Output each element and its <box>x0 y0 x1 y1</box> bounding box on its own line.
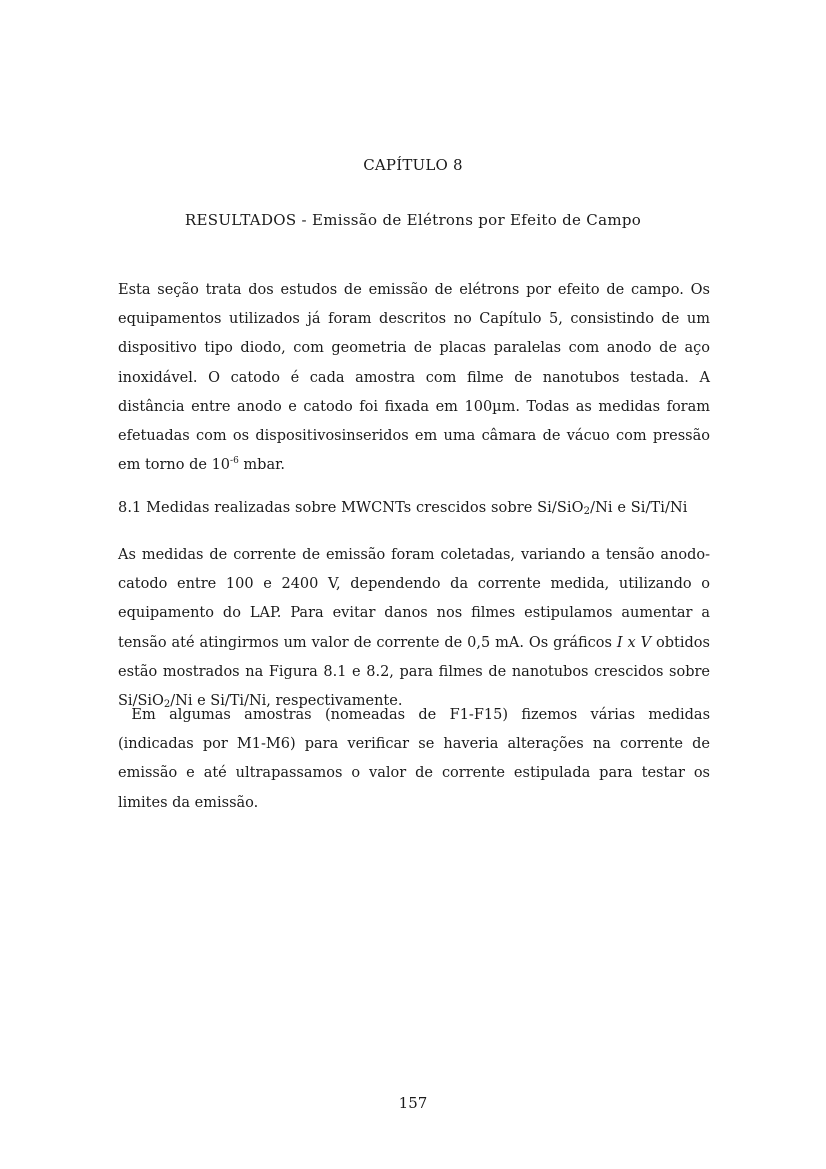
section-heading-subscript: 2 <box>583 506 591 517</box>
intro-text-part-b: mbar. <box>238 457 286 474</box>
p1-italic-ixv: I x V <box>616 634 652 651</box>
intro-text-part-a: Esta seção trata dos estudos de emissão de elétrons por efeito de campo. Os equipamentos utilizados já foram descritos no Capítulo 5, consistindo de um dispositivo tipo diodo, com geometria de placas paralelas com anodo de aço inoxidável. O catodo é cada amostra com filme de nanotubos testada. A distância entre anodo e catodo foi fixada em 100µm. Todas as medidas foram efetuadas com os dispositivosinseridos em uma câmara de vácuo com pressão em torno de 10 <box>118 282 710 474</box>
p1-subscript: 2 <box>163 699 171 711</box>
page-number: 157 <box>398 1094 428 1112</box>
section-heading-part-b: /Ni e Si/Ti/Ni <box>590 500 688 516</box>
p1-part-c: /Ni e Si/Ti/Ni, respectivamente. <box>170 693 403 710</box>
intro-paragraph <box>118 276 710 480</box>
p1-part-a: As medidas de corrente de emissão foram coletadas, variando a tensão anodo-catodo entre 100 e 2400 V, dependendo da corrente medida, utilizando o equipamento do LAP. Para evitar danos nos filmes estipulamos aumentar a tensão até atingirmos um valor de corrente de 0,5 mA. Os gráficos <box>118 547 710 651</box>
p2-text: Em algumas amostras (nomeadas de F1-F15) fizemos várias medidas (indicadas por M1-M6) para verificar se haveria alterações na corrente de emissão e até ultrapassamos o valor de corrente estipulada para testar os limites da emissão. <box>118 707 711 811</box>
chapter-title: RESULTADOS - Emissão de Elétrons por Efeito de Campo <box>184 211 642 229</box>
section-paragraph-2 <box>118 701 710 818</box>
p1-part-b: obtidos estão mostrados na Figura 8.1 e 8.2, para filmes de nanotubos crescidos sobre Si/SiO <box>118 634 710 710</box>
chapter-label: CAPÍTULO 8 <box>363 156 463 174</box>
pressure-exponent: -6 <box>230 456 239 467</box>
section-heading <box>118 500 718 516</box>
section-heading-part-a: 8.1 Medidas realizadas sobre MWCNTs crescidos sobre Si/SiO <box>118 500 584 516</box>
section-paragraph-1 <box>118 541 710 716</box>
